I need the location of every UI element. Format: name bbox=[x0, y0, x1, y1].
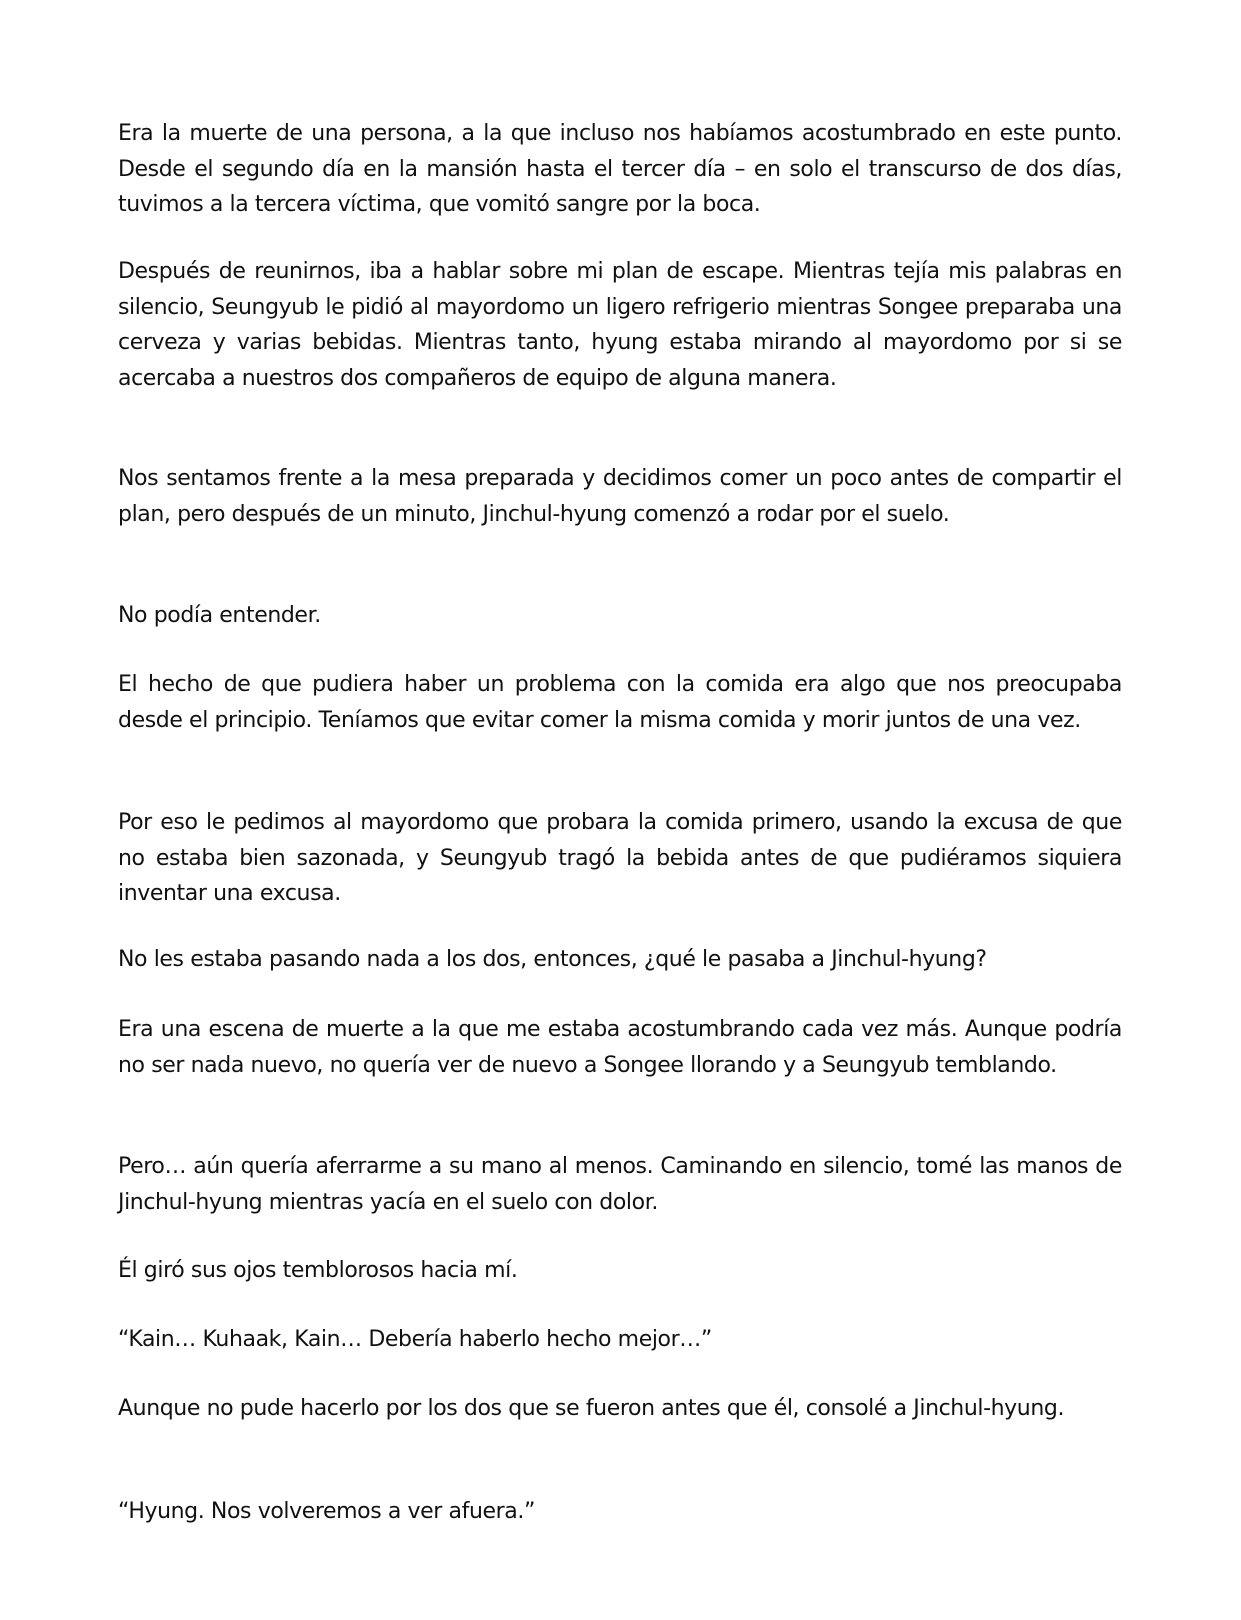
paragraph-10: Él giró sus ojos temblorosos hacia mí. bbox=[118, 1258, 518, 1283]
paragraph-11: “Kain… Kuhaak, Kain… Debería haberlo hecho mejor…” bbox=[118, 1327, 712, 1352]
paragraph-3: Nos sentamos frente a la mesa preparada y decidimos comer un poco antes de compartir el plan, pero después de un minuto, Jinchul-hyung comenzó a rodar por el suelo. bbox=[118, 466, 1122, 527]
paragraph-2: Después de reunirnos, iba a hablar sobre mi plan de escape. Mientras tejía mis palabras en silencio, Seungyub le pidió al mayordomo un ligero refrigerio mientras Songee preparaba una cerveza y varias bebidas. Mientras tanto, hyung estaba mirando al mayordomo por si se acercaba a nuestros dos compañeros de equipo de alguna manera. bbox=[118, 259, 1122, 391]
paragraph-1: Era la muerte de una persona, a la que incluso nos habíamos acostumbrado en este punto. Desde el segundo día en la mansión hasta el tercer día – en solo el transcurso de dos días, tuvimos a la tercera víctima, que vomitó sangre por la boca. bbox=[118, 121, 1122, 217]
paragraph-9: Pero… aún quería aferrarme a su mano al menos. Caminando en silencio, tomé las manos de Jinchul-hyung mientras yacía en el suelo con dolor. bbox=[118, 1154, 1122, 1215]
paragraph-6: Por eso le pedimos al mayordomo que probara la comida primero, usando la excusa de que no estaba bien sazonada, y Seungyub tragó la bebida antes de que pudiéramos siquiera inventar una excusa. bbox=[118, 810, 1122, 906]
paragraph-8: Era una escena de muerte a la que me estaba acostumbrando cada vez más. Aunque podría no ser nada nuevo, no quería ver de nuevo a Songee llorando y a Seungyub temblando. bbox=[118, 1017, 1122, 1078]
paragraph-12: Aunque no pude hacerlo por los dos que se fueron antes que él, consolé a Jinchul-hyung. bbox=[118, 1396, 1065, 1421]
paragraph-7: No les estaba pasando nada a los dos, entonces, ¿qué le pasaba a Jinchul-hyung? bbox=[118, 947, 987, 972]
paragraph-13: “Hyung. Nos volveremos a ver afuera.” bbox=[118, 1499, 535, 1524]
paragraph-4: No podía entender. bbox=[118, 603, 321, 628]
paragraph-5: El hecho de que pudiera haber un problema con la comida era algo que nos preocupaba desde el principio. Teníamos que evitar comer la misma comida y morir juntos de una vez. bbox=[118, 672, 1122, 733]
